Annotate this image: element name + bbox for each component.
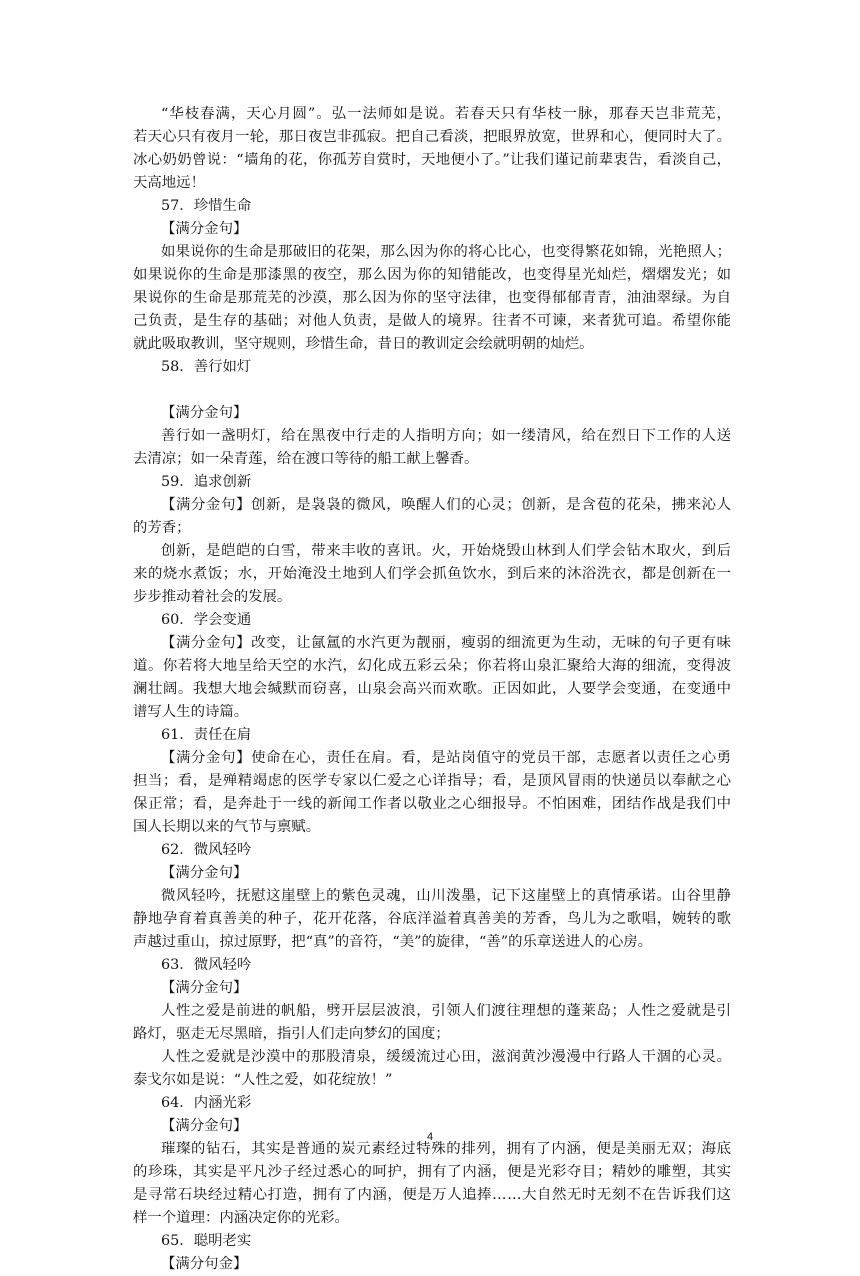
- text-line: 61．责任在肩: [161, 727, 252, 743]
- text-line: 【满分金句】使命在心，责任在肩。看，是站岗值守的党员干部，志愿者以责任之心勇: [161, 750, 732, 766]
- text-line: 60．学会变通: [161, 612, 252, 628]
- text-line: 声越过重山，掠过原野，把“真”的音符，“美”的旋律，“善”的乐章送进人的心房。: [133, 934, 653, 950]
- text-line: 保正常；看，是奔赴于一线的新闻工作者以敬业之心细报导。不怕困难，团结作战是我们中: [133, 796, 732, 812]
- text-line: 【满分金句】: [161, 865, 248, 881]
- text-line: 果说你的生命是那荒芜的沙漠，那么因为你的坚守法律，也变得郁郁青青，油油翠绿。为自: [133, 290, 732, 306]
- text-line: 63．微风轻吟: [161, 957, 252, 973]
- page-number: 4: [426, 1131, 434, 1143]
- text-line: 就此吸取教训，坚守规则，珍惜生命，昔日的教训定会绘就明朝的灿烂。: [133, 336, 594, 352]
- text-line: 澜壮阔。我想大地会缄默而窃喜，山泉会高兴而欢歌。正因如此，人要学会变通，在变通中: [133, 681, 732, 697]
- text-line: 微风轻吟，抚慰这崖壁上的紫色灵魂，山川泼墨，记下这崖壁上的真情承诺。山谷里静: [161, 888, 732, 904]
- text-line: 如果说你的生命是那漆黑的夜空，那么因为你的知错能改，也变得星光灿烂，熠熠发光；如: [133, 267, 732, 283]
- text-line: 【满分金句】: [161, 1118, 248, 1134]
- text-line: 65．聪明老实: [161, 1233, 252, 1249]
- text-line: 【满分句金】: [161, 1256, 248, 1272]
- text-line: 谱写人生的诗篇。: [133, 704, 249, 720]
- text-line: 58．善行如灯: [161, 359, 252, 375]
- text-line: 国人长期以来的气节与禀赋。: [133, 819, 321, 835]
- text-line: 的芳香；: [133, 520, 191, 536]
- blank-line: [133, 379, 731, 402]
- text-line: 天高地远！: [133, 175, 205, 191]
- text-line: 步步推动着社会的发展。: [133, 589, 292, 605]
- text-line: 【满分金句】: [161, 221, 248, 237]
- text-line: 【满分金句】: [161, 980, 248, 996]
- text-line: 人性之爱就是沙漠中的那股清泉，缓缓流过心田，滋润黄沙漫漫中行路人干涸的心灵。: [161, 1049, 732, 1065]
- text-line: 如果说你的生命是那破旧的花架，那么因为你的将心比心，也变得繁花如锦，光艳照人；: [161, 244, 732, 260]
- text-line: 59．追求创新: [161, 474, 252, 490]
- text-line: 路灯，驱走无尽黑暗，指引人们走向梦幻的国度；: [133, 1026, 450, 1042]
- text-line: 担当；看，是殚精竭虑的医学专家以仁爱之心详指导；看，是顶风冒雨的快递员以奉献之心: [133, 773, 732, 789]
- text-line: 人性之爱是前进的帆船，劈开层层波浪，引领人们渡往理想的蓬莱岛；人性之爱就是引: [161, 1003, 732, 1019]
- text-line: 冰心奶奶曾说：“墙角的花，你孤芳自赏时，天地便小了。”让我们谨记前辈衷告，看淡自己，: [133, 152, 732, 168]
- text-line: 善行如一盏明灯，给在黑夜中行走的人指明方向；如一缕清风，给在烈日下工作的人送: [161, 428, 732, 444]
- text-line: 去清凉；如一朵青莲，给在渡口等待的船工献上馨香。: [133, 451, 479, 467]
- text-line: 静地孕育着真善美的种子，花开花落，谷底洋溢着真善美的芳香，鸟儿为之歌唱，婉转的歌: [133, 911, 732, 927]
- text-line: 64．内涵光彩: [161, 1095, 252, 1111]
- text-line: 【满分金句】创新，是袅袅的微风，唤醒人们的心灵；创新，是含苞的花朵，拂来沁人: [161, 497, 732, 513]
- text-line: 【满分金句】改变，让氤氲的水汽更为靓丽，瘦弱的细流更为生动，无味的句子更有味: [161, 635, 732, 651]
- text-line: 的珍珠，其实是平凡沙子经过悉心的呵护，拥有了内涵，便是光彩夺目；精妙的雕塑，其实: [133, 1164, 732, 1180]
- text-line: 创新，是皑皑的白雪，带来丰收的喜讯。火，开始烧毁山林到人们学会钻木取火，到后: [161, 543, 732, 559]
- text-line: 道。你若将大地呈给天空的水汽，幻化成五彩云朵；你若将山泉汇聚给大海的细流，变得波: [133, 658, 732, 674]
- text-line: 若天心只有夜月一轮，那日夜岂非孤寂。把自己看淡，把眼界放宽，世界和心，便同时大了。: [133, 129, 732, 145]
- text-line: 样一个道理：内涵决定你的光彩。: [133, 1210, 349, 1226]
- text-line: “华枝春满，天心月圆”。弘一法师如是说。若春天只有华枝一脉，那春天岂非荒芜，: [161, 106, 733, 122]
- text-line: 己负责，是生存的基础；对他人负责，是做人的境界。往者不可谏，来者犹可追。希望你能: [133, 313, 732, 329]
- text-line: 泰戈尔如是说：“人性之爱，如花绽放！”: [133, 1072, 393, 1088]
- text-line: 57．珍惜生命: [161, 198, 252, 214]
- text-line: 是寻常石块经过精心打造，拥有了内涵，便是万人追捧……大自然无时无刻不在告诉我们这: [133, 1187, 732, 1203]
- text-line: 62．微风轻吟: [161, 842, 252, 858]
- text-line: 【满分金句】: [161, 405, 248, 421]
- text-line: 来的烧水煮饭；水，开始淹没土地到人们学会抓鱼饮水，到后来的沐浴洗衣，都是创新在一: [133, 566, 732, 582]
- text-line: 璀璨的钻石，其实是普通的炭元素经过特殊的排列，拥有了内涵，便是美丽无双；海底: [161, 1141, 732, 1157]
